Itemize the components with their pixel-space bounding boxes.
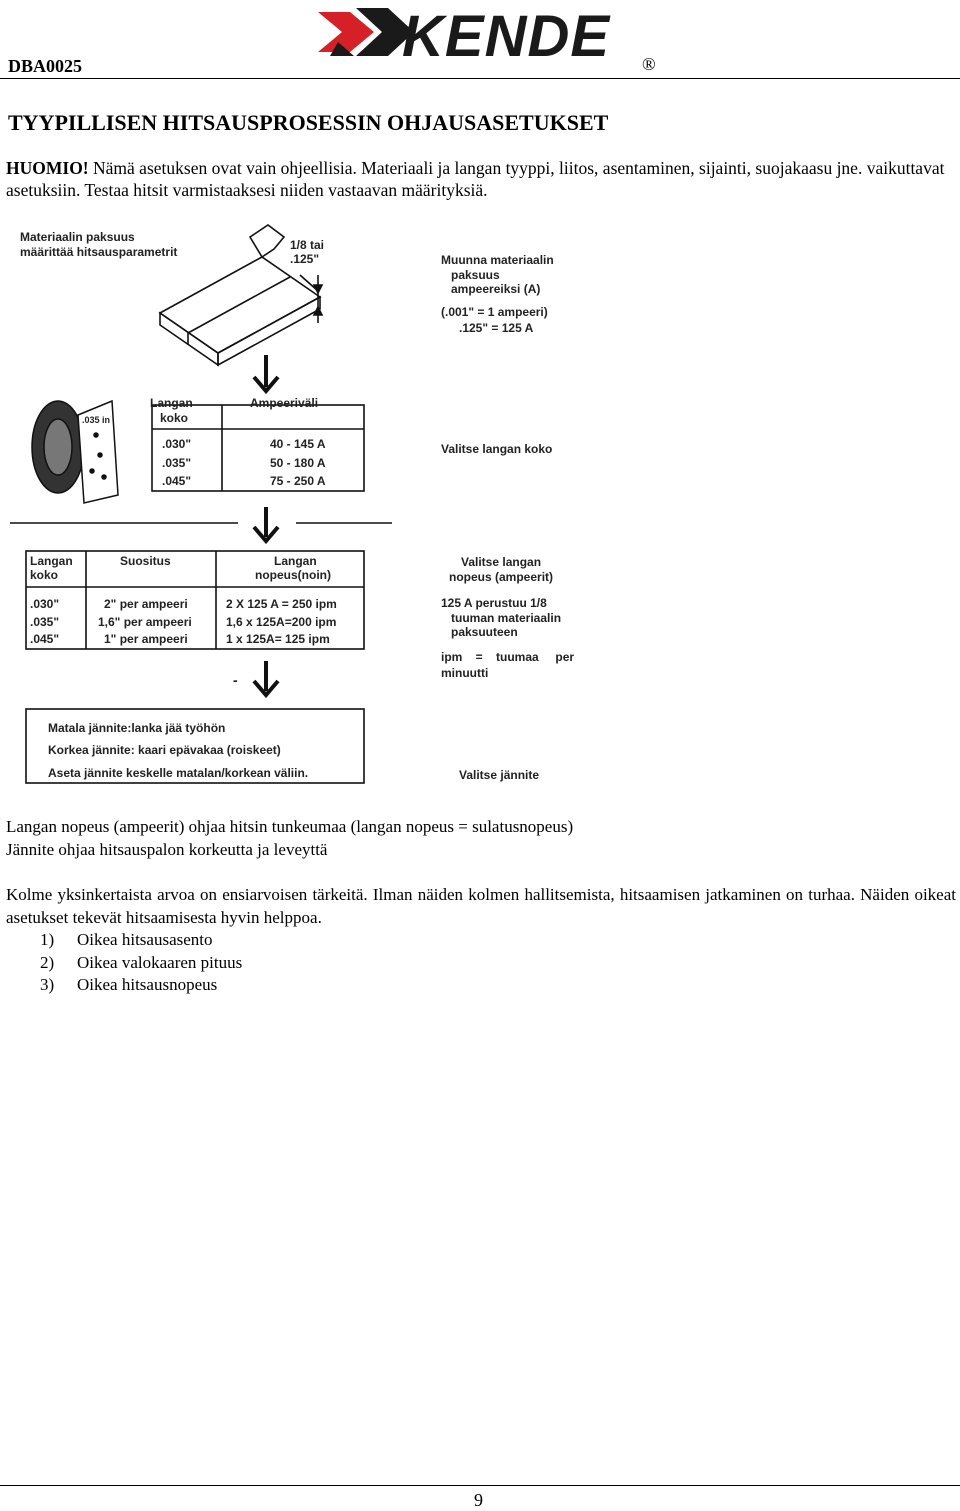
dash-mark: - <box>233 672 238 688</box>
table2-cell: .030" <box>30 597 60 611</box>
convert-line3: ampeereiksi (A) <box>451 282 541 296</box>
speed-note-line3: paksuuteen <box>451 625 518 639</box>
table1-cell: .045" <box>162 474 192 488</box>
paragraph-voltage: Jännite ohjaa hitsauspalon korkeutta ja leveyttä <box>6 840 328 859</box>
table1-cell: 75 - 250 A <box>270 474 326 488</box>
paragraph-three-values: Kolme yksinkertaista arvoa on ensiarvoisen tärkeitä. Ilman näiden kolmen hallitsemista, hitsaamisen jatkaminen on turhaa. Näiden oikeat asetukset tekevät hitsaamisesta hyvin helppoa. <box>6 885 956 927</box>
list-item <box>40 929 242 952</box>
select-speed-line2: nopeus (ampeerit) <box>449 570 554 584</box>
table2-col3-line1: Langan <box>274 554 317 568</box>
page-number: 9 <box>474 1490 483 1510</box>
table2-cell: 1,6 x 125A=200 ipm <box>226 615 337 629</box>
down-arrow-icon <box>254 355 278 391</box>
registered-mark: ® <box>642 54 656 74</box>
table1-col1-line2: koko <box>160 411 189 425</box>
table1-cell: 50 - 180 A <box>270 456 326 470</box>
table2-cell: 2 X 125 A = 250 ipm <box>226 597 337 611</box>
logo-wordmark: KENDE <box>402 4 611 62</box>
table1-cell: .035" <box>162 456 192 470</box>
table2-cell: .045" <box>30 632 60 646</box>
table2-cell: 2" per ampeeri <box>104 597 188 611</box>
select-voltage: Valitse jännite <box>459 768 540 782</box>
list-number: 2) <box>40 952 55 972</box>
step1-label-line2: määrittää hitsausparametrit <box>20 245 178 259</box>
table2-cell: 1 x 125A= 125 ipm <box>226 632 330 646</box>
list-text: Oikea valokaaren pituus <box>77 952 243 972</box>
table2-cell: .035" <box>30 615 60 629</box>
select-wire-size: Valitse langan koko <box>441 442 553 456</box>
logo-chevron-red <box>318 12 374 52</box>
convert-line1: Muunna materiaalin <box>441 253 554 267</box>
spool-label: .035 in <box>82 415 111 425</box>
voltage-line: Matala jännite:lanka jää työhön <box>48 721 226 735</box>
speed-note-line2: tuuman materiaalin <box>451 611 562 625</box>
table2-col2: Suositus <box>120 554 171 568</box>
select-speed-line1: Valitse langan <box>461 555 542 569</box>
document-id: DBA0025 <box>8 56 83 76</box>
table2-col3-line2: nopeus(noin) <box>255 568 331 582</box>
speed-note-line1: 125 A perustuu 1/8 <box>441 596 547 610</box>
table2-col1-line1: Langan <box>30 554 73 568</box>
table2-cell: 1,6" per ampeeri <box>98 615 192 629</box>
ipm-line2: minuutti <box>441 666 489 680</box>
note-label: HUOMIO! <box>6 158 89 178</box>
convert-line5: .125" = 125 A <box>459 321 534 335</box>
voltage-line: Korkea jännite: kaari epävakaa (roiskeet) <box>48 743 281 757</box>
list-text: Oikea hitsausasento <box>77 930 213 949</box>
list-number: 3) <box>40 975 55 994</box>
voltage-line: Aseta jännite keskelle matalan/korkean väliin. <box>48 766 309 780</box>
ipm-line1: ipm = tuumaa per <box>441 650 575 664</box>
list-number: 1) <box>40 930 55 949</box>
numbered-list <box>40 929 242 997</box>
table1-cell: 40 - 145 A <box>270 437 326 451</box>
list-text: Oikea hitsausnopeus <box>77 975 218 994</box>
welding-setup-diagram <box>0 215 620 795</box>
convert-line2: paksuus <box>451 268 500 282</box>
table1-col1-line1: Langan <box>150 396 193 410</box>
down-arrow-icon <box>254 507 278 541</box>
list-item <box>40 974 242 997</box>
table1-cell: .030" <box>162 437 192 451</box>
table1-col2: Ampeeriväli <box>250 396 319 410</box>
step1-label-line1: Materiaalin paksuus <box>20 230 135 244</box>
paragraph-speed: Langan nopeus (ampeerit) ohjaa hitsin tunkeumaa (langan nopeus = sulatusnopeus) <box>6 817 574 836</box>
note-text: Nämä asetuksen ovat vain ohjeellisia. Materiaali ja langan tyyppi, liitos, asentaminen, sijainti, suojakaasu jne. vaikuttavat asetuksiin. Testaa hitsit varmistaaksesi niiden vastaavan määrityksiä. <box>6 158 945 200</box>
footer-rule <box>0 1485 960 1486</box>
kende-logo <box>310 2 640 67</box>
table2-col1-line2: koko <box>30 568 59 582</box>
list-item <box>40 952 242 975</box>
page-title: TYYPILLISEN HITSAUSPROSESSIN OHJAUSASETUKSET <box>8 110 609 135</box>
thickness-line1: 1/8 tai <box>290 238 325 252</box>
table2-cell: 1" per ampeeri <box>104 632 188 646</box>
down-arrow-icon <box>254 661 278 695</box>
convert-line4: (.001" = 1 ampeeri) <box>441 305 548 319</box>
thickness-line2: .125" <box>290 252 320 266</box>
note-paragraph <box>6 157 946 201</box>
header-rule <box>0 78 960 79</box>
